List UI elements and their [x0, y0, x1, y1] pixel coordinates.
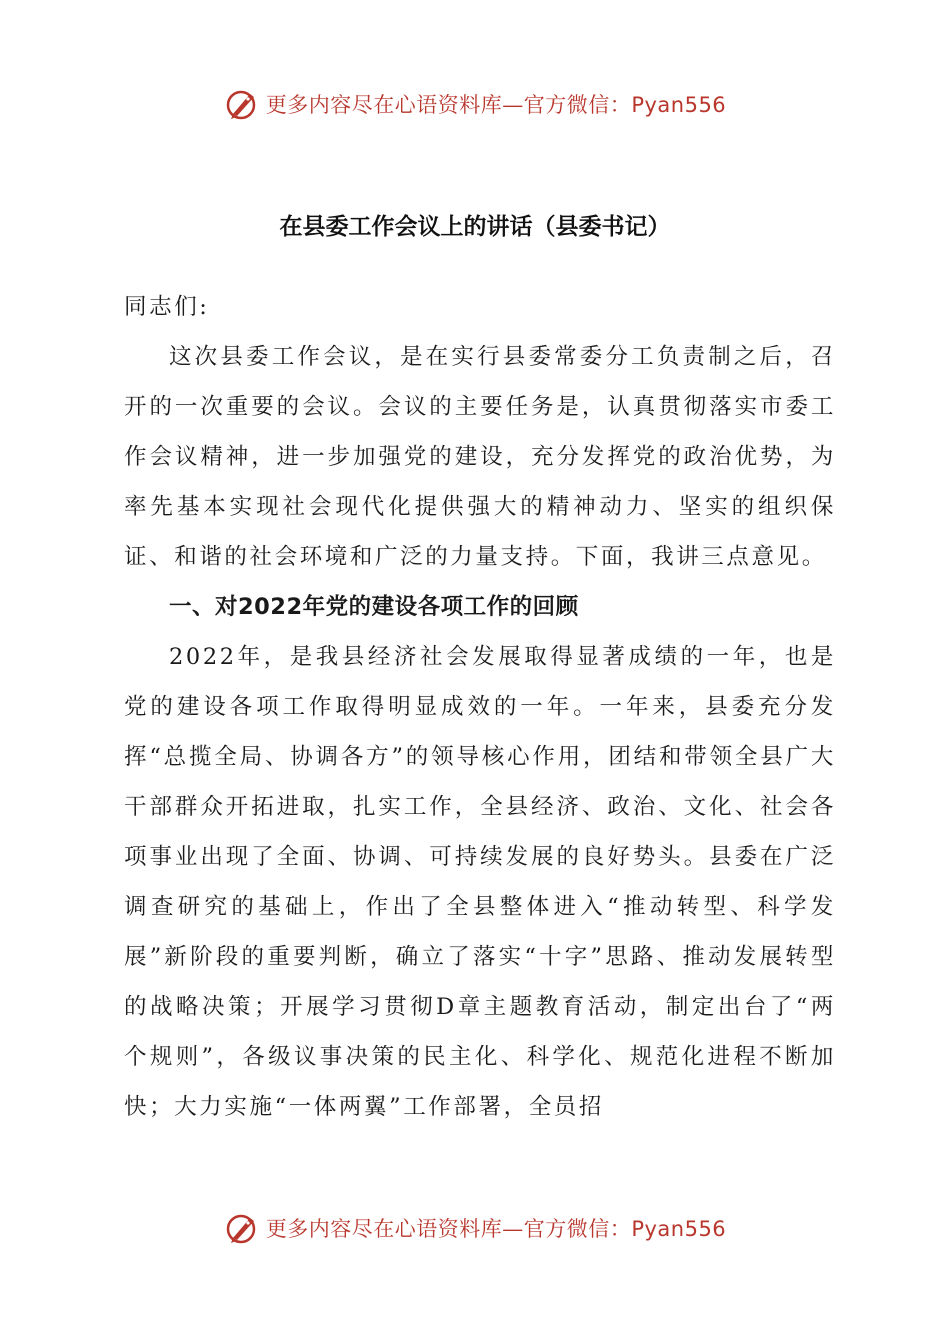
watermark-wechat-id: Pyan556 [631, 93, 727, 117]
intro-paragraph: 这次县委工作会议，是在实行县委常委分工负责制之后，召开的一次重要的会议。会议的主要任务是，认真贯彻落实市委工作会议精神，进一步加强党的建设，充分发挥党的政治优势，为率先基本实现社会现代化提供强大的精神动力、坚实的组织保证、和谐的社会环境和广泛的力量支持。下面，我讲三点意见。 [124, 344, 836, 570]
document-body [124, 282, 836, 1132]
watermark-wechat-id: Pyan556 [631, 1217, 727, 1241]
document-title: 在县委工作会议上的讲话（县委书记） [279, 214, 671, 240]
footer-watermark [0, 1208, 950, 1248]
section-heading: 一、对2022年党的建设各项工作的回顾 [169, 594, 579, 620]
pen-nib-logo-icon [224, 86, 260, 122]
watermark-text: 更多内容尽在心语资料库—官方微信： [265, 1217, 632, 1241]
header-watermark [0, 84, 950, 124]
section-paragraph: 2022年，是我县经济社会发展取得显著成绩的一年，也是党的建设各项工作取得明显成效的一年。一年来，县委充分发挥“总揽全局、协调各方”的领导核心作用，团结和带领全县广大干部群众开拓进取，扎实工作，全县经济、政治、文化、社会各项事业出现了全面、协调、可持续发展的良好势头。县委在广泛调查研究的基础上，作出了全县整体进入“推动转型、科学发展”新阶段的重要判断，确立了落实“十字”思路、推动发展转型的战略决策；开展学习贯彻D章主题教育活动，制定出台了“两个规则”，各级议事决策的民主化、科学化、规范化进程不断加快；大力实施“一体两翼”工作部署，全员招 [124, 644, 836, 1120]
pen-nib-logo-icon [224, 1210, 260, 1246]
salutation: 同志们: [124, 294, 210, 320]
watermark-text: 更多内容尽在心语资料库—官方微信： [265, 93, 632, 117]
